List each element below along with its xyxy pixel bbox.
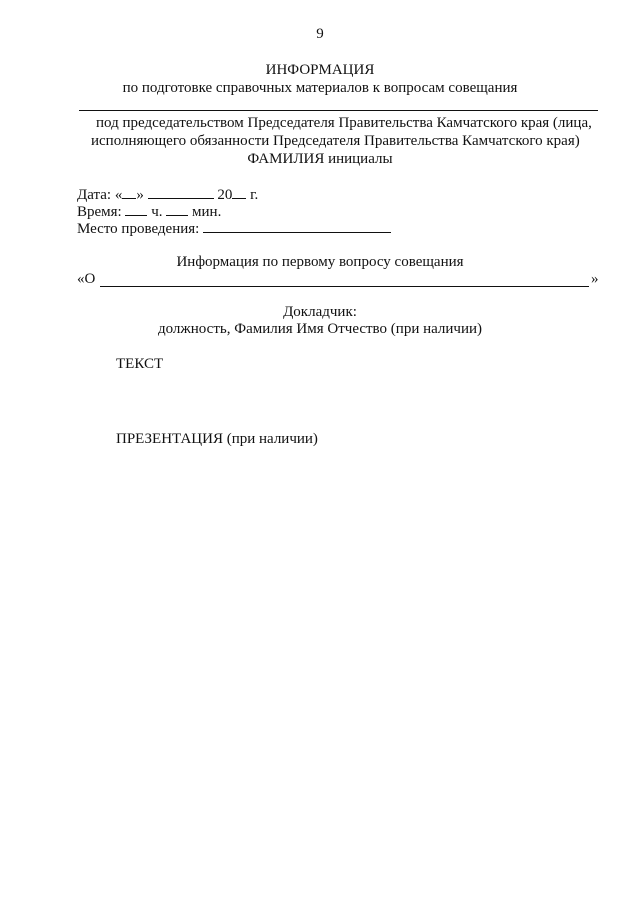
question-open-quote: «О <box>77 271 96 287</box>
date-label: Дата: « <box>77 187 123 203</box>
header-rule <box>79 110 598 111</box>
question-title-rule <box>100 286 589 287</box>
minutes-blank <box>166 203 188 216</box>
place-blank <box>203 220 391 233</box>
date-line <box>77 186 258 204</box>
date-close-quote: » <box>136 187 144 203</box>
chair-line-1: под председательством Председателя Правительства Камчатского края (лица, <box>96 115 592 131</box>
time-label: Время: <box>77 204 122 220</box>
question-heading: Информация по первому вопросу совещания <box>176 254 464 270</box>
place-line <box>77 220 391 238</box>
speaker-label: Докладчик: <box>283 304 357 320</box>
document-title: ИНФОРМАЦИЯ <box>265 62 375 78</box>
document-subtitle: по подготовке справочных материалов к вопросам совещания <box>122 80 518 96</box>
place-label: Место проведения: <box>77 221 200 237</box>
month-blank <box>148 186 214 199</box>
text-label: ТЕКСТ <box>116 356 164 372</box>
minutes-unit: мин. <box>192 204 222 220</box>
presentation-label: ПРЕЗЕНТАЦИЯ (при наличии) <box>116 431 318 447</box>
page-number: 9 <box>316 26 324 42</box>
time-line <box>77 203 221 221</box>
hours-blank <box>125 203 147 216</box>
hours-unit: ч. <box>151 204 163 220</box>
question-close-quote: » <box>591 271 599 287</box>
chair-name: ФАМИЛИЯ инициалы <box>247 151 393 167</box>
year-prefix: 20 <box>217 187 233 203</box>
day-blank <box>122 186 136 199</box>
year-suffix: г. <box>250 187 259 203</box>
chair-line-2: исполняющего обязанности Председателя Правительства Камчатского края) <box>91 133 580 149</box>
speaker-details: должность, Фамилия Имя Отчество (при наличии) <box>157 321 483 337</box>
year-blank <box>232 186 246 199</box>
